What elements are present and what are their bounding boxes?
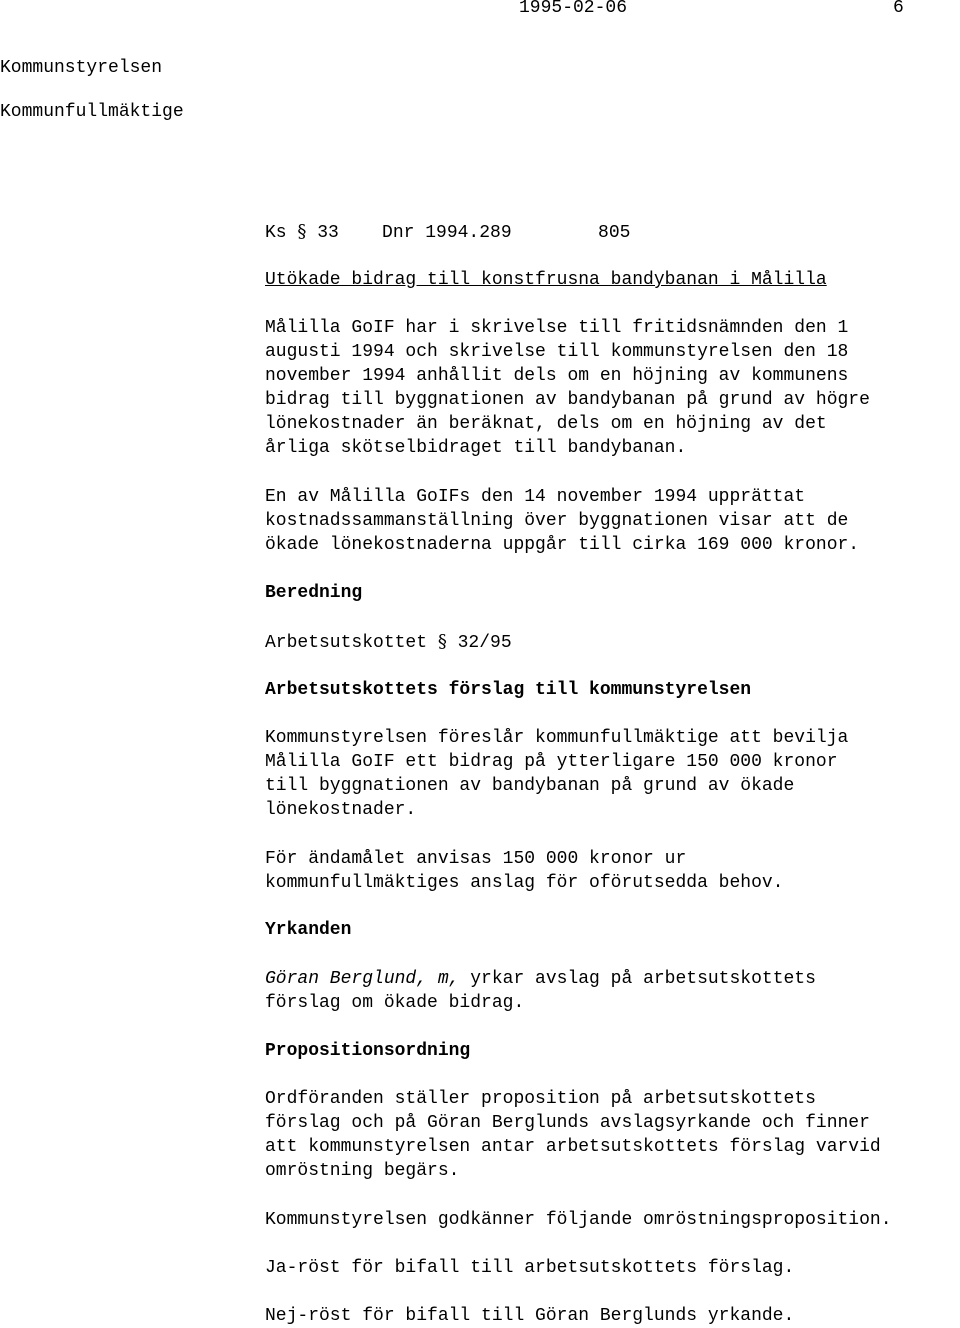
forslag-line: lönekostnader. (265, 800, 417, 820)
forslag-heading (265, 678, 960, 702)
approval-statement (265, 1208, 960, 1232)
organization-line-1: Kommunstyrelsen (0, 58, 163, 78)
header-date: 1995-02-06 (519, 0, 628, 18)
yrkanden-paragraph (265, 967, 960, 1015)
yrkanden-heading (265, 918, 960, 942)
intro-line: årliga skötselbidraget till bandybanan. (265, 438, 687, 458)
propositionsordning-line: omröstning begärs. (265, 1161, 460, 1181)
header-page-number: 6 (893, 0, 904, 18)
propositionsordning-line: förslag och på Göran Berglunds avslagsyrkande och finner (265, 1113, 870, 1133)
propositionsordning-line: att kommunstyrelsen antar arbetsutskottets förslag varvid (265, 1137, 881, 1157)
intro-line: bidrag till byggnationen av bandybanan på grund av högre (265, 390, 870, 410)
propositionsordning-paragraph (265, 1087, 960, 1183)
beredning-heading (265, 581, 960, 605)
ja-rost (265, 1256, 960, 1280)
cost-paragraph (265, 485, 960, 557)
intro-line: augusti 1994 och skrivelse till kommunstyrelsen den 18 (265, 342, 849, 362)
beredning-suffix: 32/95 (446, 633, 512, 653)
section-sign: § (437, 631, 447, 652)
yrkanden-line: förslag om ökade bidrag. (265, 993, 525, 1013)
case-prefix: Ks (265, 223, 298, 243)
cost-line: En av Målilla GoIFs den 14 november 1994 upprättat (265, 487, 806, 507)
propositionsordning-heading-text: Propositionsordning (265, 1041, 471, 1061)
propositionsordning-heading (265, 1039, 960, 1063)
intro-line: lönekostnader än beräknat, dels om en höjning av det (265, 414, 827, 434)
beredning-heading-text: Beredning (265, 583, 363, 603)
organization-line-2: Kommunfullmäktige (0, 102, 184, 122)
intro-paragraph (265, 316, 960, 460)
approval-text: Kommunstyrelsen godkänner följande omröstningsproposition. (265, 1210, 892, 1230)
forslag-line: till byggnationen av bandybanan på grund av ökade (265, 776, 795, 796)
intro-line: Målilla GoIF har i skrivelse till fritidsnämnden den 1 (265, 318, 849, 338)
forslag-paragraph-2 (265, 847, 960, 895)
ja-rost-text: Ja-röst för bifall till arbetsutskottets förslag. (265, 1258, 795, 1278)
forslag-line: För ändamålet anvisas 150 000 kronor ur (265, 849, 687, 869)
nej-rost (265, 1304, 960, 1328)
yrkanden-heading-text: Yrkanden (265, 920, 352, 940)
beredning-prefix: Arbetsutskottet (265, 633, 438, 653)
yrkanden-line1-rest: yrkar avslag på arbetsutskottets (459, 969, 816, 989)
case-reference (265, 220, 960, 244)
forslag-line: kommunfullmäktiges anslag för oförutsedda behov. (265, 873, 784, 893)
title-text: Utökade bidrag till konstfrusna bandybanan i Målilla (265, 270, 827, 290)
case-number: 33 Dnr 1994.289 805 (306, 223, 631, 243)
beredning-text (265, 630, 960, 654)
forslag-heading-text: Arbetsutskottets förslag till kommunstyrelsen (265, 680, 752, 700)
nej-rost-text: Nej-röst för bifall till Göran Berglunds yrkande. (265, 1306, 795, 1326)
cost-line: kostnadssammanställning över byggnationen visar att de (265, 511, 849, 531)
forslag-paragraph-1 (265, 726, 960, 822)
propositionsordning-line: Ordföranden ställer proposition på arbetsutskottets (265, 1089, 816, 1109)
section-sign: § (297, 221, 307, 242)
yrkanden-speaker: Göran Berglund, m, (265, 969, 460, 989)
cost-line: ökade lönekostnaderna uppgår till cirka 169 000 kronor. (265, 535, 860, 555)
matter-title (265, 268, 960, 292)
intro-line: november 1994 anhållit dels om en höjning av kommunens (265, 366, 849, 386)
forslag-line: Målilla GoIF ett bidrag på ytterligare 150 000 kronor (265, 752, 838, 772)
forslag-line: Kommunstyrelsen föreslår kommunfullmäktige att bevilja (265, 728, 849, 748)
